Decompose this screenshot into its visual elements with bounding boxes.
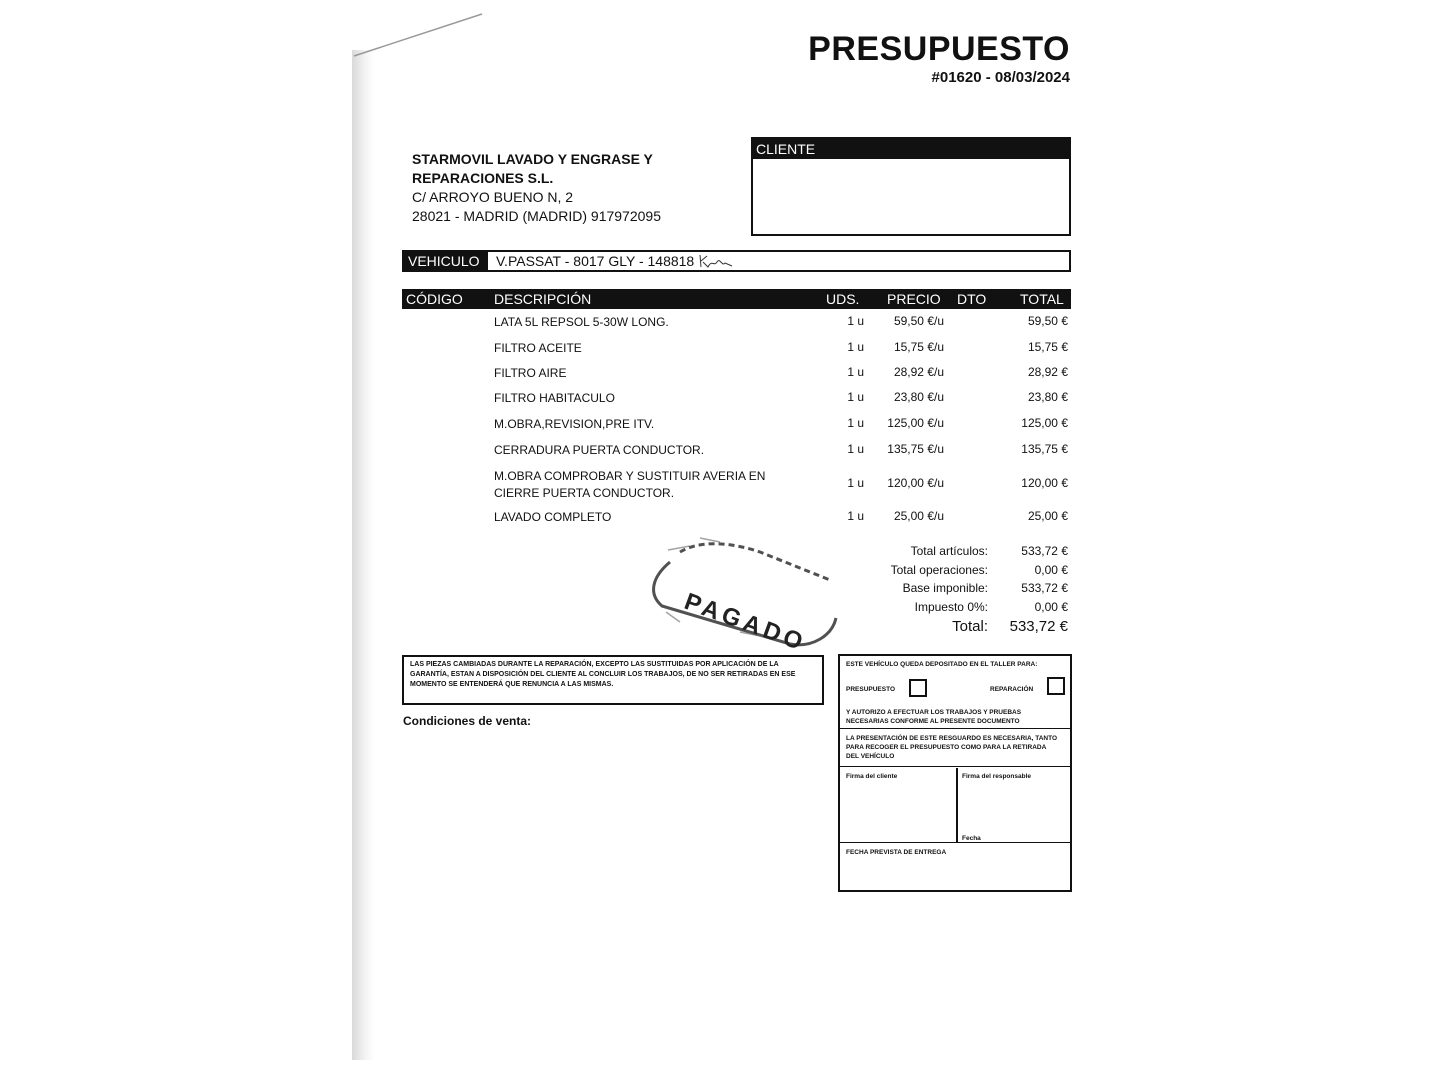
col-precio: PRECIO	[887, 291, 941, 307]
summary-label: Base imponible:	[902, 581, 988, 595]
col-codigo: CÓDIGO	[406, 291, 463, 307]
document-title: PRESUPUESTO	[808, 30, 1070, 68]
items-table-header	[402, 289, 1071, 309]
item-price: 28,92 €/u	[893, 365, 944, 379]
vehicle-label: VEHICULO	[404, 252, 488, 270]
col-dto: DTO	[957, 291, 987, 307]
summary-value: 533,72 €	[1021, 544, 1068, 558]
item-description: LAVADO COMPLETO	[494, 510, 612, 524]
item-price: 120,00 €/u	[887, 476, 944, 490]
col-uds: UDS.	[826, 291, 860, 307]
summary-label: Total operaciones:	[890, 563, 988, 577]
warranty-notice: LAS PIEZAS CAMBIADAS DURANTE LA REPARACIÓN, EXCEPTO LAS SUSTITUIDAS POR APLICACIÓN DE LA GARANTÍA, ESTAN A DISPOSICIÓN DEL CLIENTE AL CONCLUIR LOS TRABAJOS, DE NO SER RETIRADAS EN ESE MOMENTO SE ENTENDERÁ QUE RENUNCIA A LAS MISMAS.	[402, 655, 824, 705]
item-total: 120,00 €	[1021, 476, 1068, 490]
item-description: FILTRO ACEITE	[494, 341, 582, 355]
company-name-line2: REPARACIONES S.L.	[412, 170, 554, 186]
summary-value: 533,72 €	[1021, 581, 1068, 595]
signature-divider	[956, 768, 958, 843]
item-description: M.OBRA COMPROBAR Y SUSTITUIR AVERIA EN CIERRE PUERTA CONDUCTOR.	[494, 469, 766, 500]
client-label: CLIENTE	[753, 139, 1069, 159]
firma-cliente-label: Firma del cliente	[846, 773, 898, 780]
vehicle-value: V.PASSAT - 8017 GLY - 148818	[496, 253, 695, 269]
item-price: 59,50 €/u	[893, 314, 944, 328]
item-description: FILTRO HABITACULO	[494, 391, 615, 405]
summary-label: Total artículos:	[910, 544, 988, 558]
summary-value: 0,00 €	[1034, 563, 1068, 577]
deposit-divider	[840, 842, 1070, 843]
deposit-divider	[840, 766, 1070, 767]
conditions-label: Condiciones de venta:	[403, 714, 532, 728]
deposit-divider	[840, 728, 1070, 729]
reparacion-checkbox[interactable]	[1047, 677, 1065, 695]
item-price: 125,00 €/u	[887, 416, 944, 430]
item-description: M.OBRA,REVISION,PRE ITV.	[494, 417, 655, 431]
item-total: 25,00 €	[1027, 509, 1068, 523]
item-price: 135,75 €/u	[887, 442, 944, 456]
item-units: 1 u	[847, 390, 864, 404]
item-units: 1 u	[847, 314, 864, 328]
fecha-entrega-label: FECHA PREVISTA DE ENTREGA	[846, 849, 947, 856]
authorize-text: Y AUTORIZO A EFECTUAR LOS TRABAJOS Y PRUEBAS NECESARIAS CONFORME AL PRESENTE DOCUMENTO	[846, 709, 1022, 725]
company-address-line2: 28021 - MADRID (MADRID) 917972095	[412, 208, 661, 224]
col-descripcion: DESCRIPCIÓN	[494, 291, 592, 307]
page-shadow-edge	[352, 50, 374, 1060]
firma-responsable-label: Firma del responsable	[962, 773, 1031, 780]
vehicle-row	[402, 250, 1071, 272]
item-units: 1 u	[847, 340, 864, 354]
item-description: LATA 5L REPSOL 5-30W LONG.	[494, 315, 669, 329]
presentation-text: LA PRESENTACIÓN DE ESTE RESGUARDO ES NECESARIA, TANTO PARA RECOGER EL PRESUPUESTO COMO PARA LA RETIRADA DEL VEHÍCULO	[846, 735, 1058, 760]
item-description: FILTRO AIRE	[494, 366, 567, 380]
presupuesto-label: PRESUPUESTO	[846, 686, 896, 693]
reparacion-label: REPARACIÓN	[990, 686, 1034, 693]
deposit-box	[838, 654, 1072, 892]
item-price: 15,75 €/u	[893, 340, 944, 354]
item-total: 125,00 €	[1021, 416, 1068, 430]
company-address-line1: C/ ARROYO BUENO N, 2	[412, 189, 574, 205]
handwritten-mark-icon	[698, 253, 734, 269]
document-number-date: #01620 - 08/03/2024	[931, 69, 1070, 86]
item-price: 23,80 €/u	[893, 390, 944, 404]
item-total: 23,80 €	[1027, 390, 1068, 404]
client-box	[751, 137, 1071, 236]
paid-stamp-label: PAGADO	[680, 588, 810, 658]
summary-value: 533,72 €	[1009, 618, 1068, 635]
deposit-header: ESTE VEHÍCULO QUEDA DEPOSITADO EN EL TALLER PARA:	[846, 661, 1038, 668]
col-total: TOTAL	[1020, 291, 1064, 307]
company-block	[412, 150, 732, 226]
presupuesto-checkbox[interactable]	[909, 679, 927, 697]
summary-value: 0,00 €	[1034, 600, 1068, 614]
summary-label: Total:	[952, 618, 988, 635]
item-units: 1 u	[847, 509, 864, 523]
item-description: CERRADURA PUERTA CONDUCTOR.	[494, 443, 705, 457]
page-fold-line	[352, 10, 492, 60]
company-name-line1: STARMOVIL LAVADO Y ENGRASE Y	[412, 151, 653, 167]
item-price: 25,00 €/u	[893, 509, 944, 523]
item-units: 1 u	[847, 416, 864, 430]
summary-label: Impuesto 0%:	[914, 600, 988, 614]
item-total: 15,75 €	[1027, 340, 1068, 354]
item-total: 59,50 €	[1027, 314, 1068, 328]
item-total: 135,75 €	[1021, 442, 1068, 456]
item-units: 1 u	[847, 365, 864, 379]
item-units: 1 u	[847, 476, 864, 490]
fecha-label: Fecha	[962, 835, 981, 842]
item-total: 28,92 €	[1027, 365, 1068, 379]
item-units: 1 u	[847, 442, 864, 456]
